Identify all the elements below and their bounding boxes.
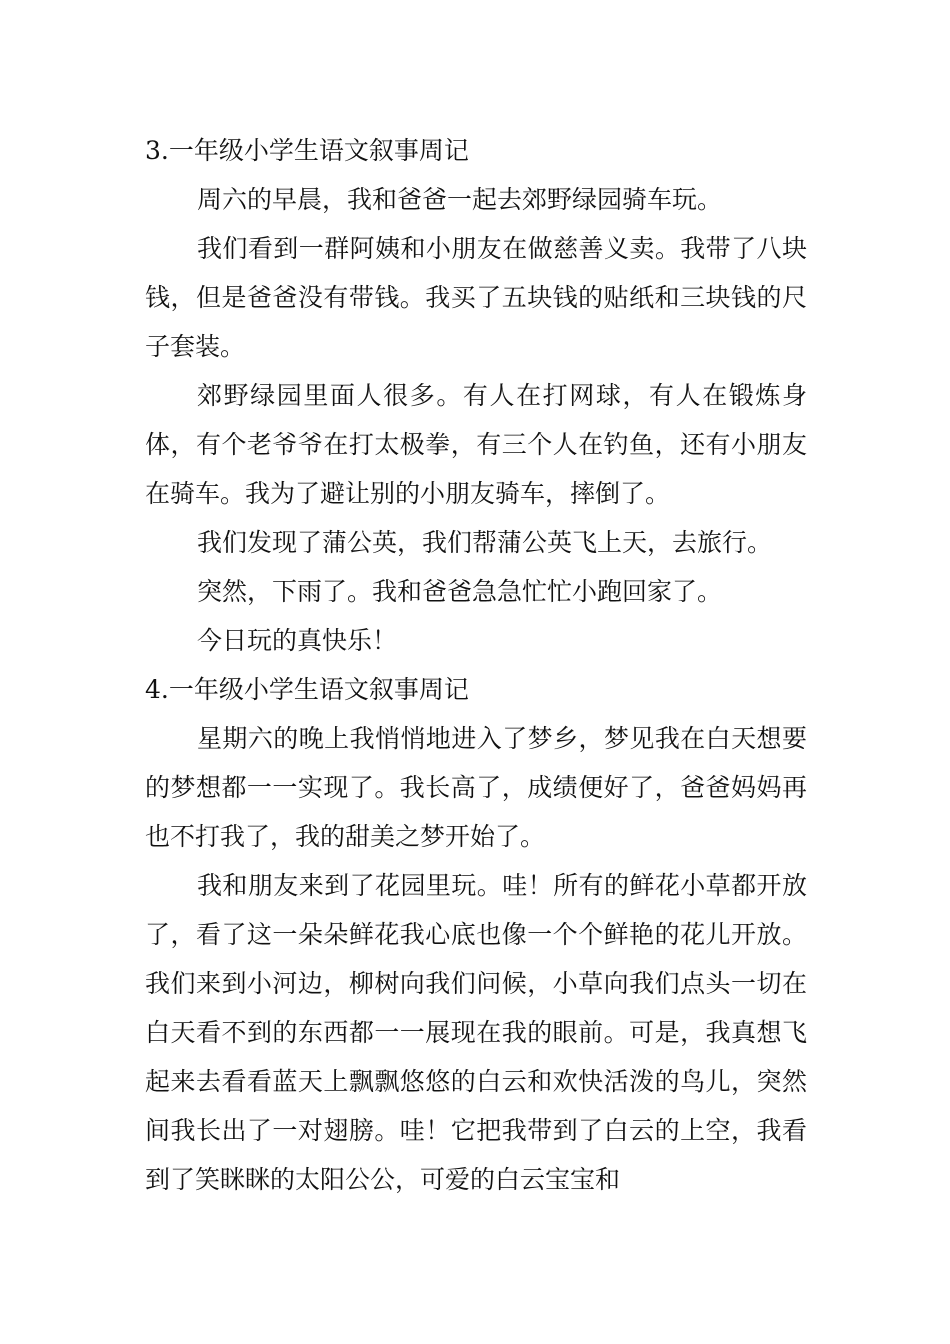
paragraph: 我和朋友来到了花园里玩。哇！所有的鲜花小草都开放了，看了这一朵朵鲜花我心底也像一个个鲜艳的花儿开放。我们来到小河边，柳树向我们问候，小草向我们点头一切在白天看不到的东西都一一展现在我的眼前。可是，我真想飞起来去看看蓝天上飘飘悠悠的白云和欢快活泼的鸟儿，突然间我长出了一对翅膀。哇！它把我带到了白云的上空，我看到了笑眯眯的太阳公公，可爱的白云宝宝和 [145, 871, 807, 1194]
paragraph: 我们看到一群阿姨和小朋友在做慈善义卖。我带了八块钱，但是爸爸没有带钱。我买了五块钱的贴纸和三块钱的尺子套装。 [145, 234, 807, 361]
paragraph: 我们发现了蒲公英，我们帮蒲公英飞上天，去旅行。 [197, 528, 773, 557]
section-4 [145, 665, 807, 1204]
paragraph: 今日玩的真快乐！ [197, 626, 398, 655]
section-3 [145, 126, 807, 665]
document-body [145, 126, 807, 1204]
paragraph: 星期六的晚上我悄悄地进入了梦乡，梦见我在白天想要的梦想都一一实现了。我长高了，成绩便好了，爸爸妈妈再也不打我了，我的甜美之梦开始了。 [145, 724, 807, 851]
paragraph: 周六的早晨，我和爸爸一起去郊野绿园骑车玩。 [197, 185, 723, 214]
section-heading: 4.一年级小学生语文叙事周记 [145, 675, 469, 704]
section-heading: 3.一年级小学生语文叙事周记 [145, 136, 469, 165]
paragraph: 郊野绿园里面人很多。有人在打网球，有人在锻炼身体，有个老爷爷在打太极拳，有三个人在钓鱼，还有小朋友在骑车。我为了避让别的小朋友骑车，摔倒了。 [145, 381, 807, 508]
paragraph: 突然，下雨了。我和爸爸急急忙忙小跑回家了。 [197, 577, 723, 606]
